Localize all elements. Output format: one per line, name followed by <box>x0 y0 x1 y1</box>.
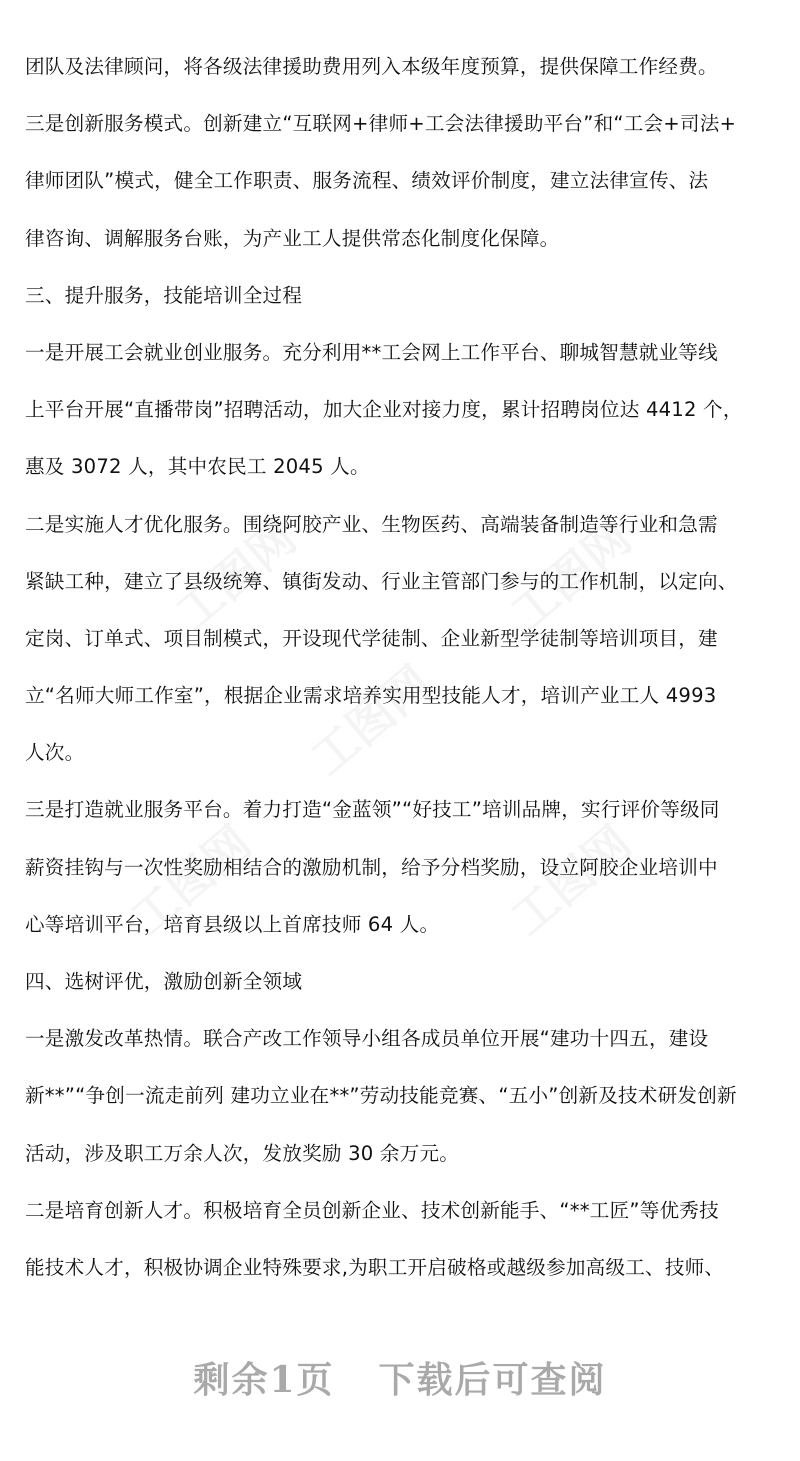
text-line: 三是打造就业服务平台。着力打造“金蓝领”“好技工”培训品牌，实行评价等级同 <box>25 798 720 822</box>
text-line: 一是开展工会就业创业服务。充分利用**工会网上工作平台、聊城智慧就业等线 <box>25 340 718 364</box>
text-line: 活动，涉及职工万余人次，发放奖励 30 余万元。 <box>25 1141 460 1165</box>
text-line: 律师团队”模式，健全工作职责、服务流程、绩效评价制度，建立法律宣传、法 <box>25 169 709 193</box>
section-heading: 四、选树评优，激励创新全领域 <box>25 970 303 993</box>
text-line: 一是激发改革热情。联合产改工作领导小组各成员单位开展“建功十四五，建设 <box>25 1027 709 1051</box>
text-line: 心等培训平台，培育县级以上首席技师 64 人。 <box>25 912 440 936</box>
text-line: 惠及 3072 人，其中农民工 2045 人。 <box>25 455 370 479</box>
section-heading: 三、提升服务，技能培训全过程 <box>25 283 303 307</box>
text-line: 三是创新服务模式。创新建立“互联网+律师+工会法律援助平台”和“工会+司法+ <box>25 112 737 136</box>
text-line: 立“名师大师工作室”，根据企业需求培养实用型技能人才，培训产业工人 4993 <box>25 684 717 708</box>
text-line: 人次。 <box>25 741 85 765</box>
text-line: 紧缺工种，建立了县级统筹、镇街发动、行业主管部门参与的工作机制，以定向、 <box>25 569 738 593</box>
text-line: 能技术人才，积极协调企业特殊要求,为职工开启破格或越级参加高级工、技师、 <box>25 1255 725 1279</box>
text-line: 定岗、订单式、项目制模式，开设现代学徒制、企业新型学徒制等培训项目，建 <box>25 626 718 650</box>
download-hint-label: 下载后可查阅 <box>378 1359 607 1401</box>
document-body <box>25 38 777 1296</box>
remaining-pages-label: 剩余1页 <box>193 1359 335 1401</box>
text-line: 二是培育创新人才。积极培育全员创新企业、技术创新能手、“**工匠”等优秀技 <box>25 1198 719 1222</box>
text-line: 律咨询、调解服务台账，为产业工人提供常态化制度化保障。 <box>25 226 560 250</box>
text-line: 团队及法律顾问，将各级法律援助费用列入本级年度预算，提供保障工作经费。 <box>25 55 718 78</box>
text-line: 二是实施人才优化服务。围绕阿胶产业、生物医药、高端装备制造等行业和急需 <box>25 512 718 536</box>
text-line: 新**”“争创一流走前列 建功立业在**”劳动技能竞赛、“五小”创新及技术研发创新 <box>25 1084 737 1108</box>
download-banner[interactable] <box>0 1352 800 1403</box>
text-line: 上平台开展“直播带岗”招聘活动，加大企业对接力度，累计招聘岗位达 4412 个， <box>25 398 743 422</box>
text-line: 薪资挂钩与一次性奖励相结合的激励机制，给予分档奖励，设立阿胶企业培训中 <box>25 855 718 879</box>
